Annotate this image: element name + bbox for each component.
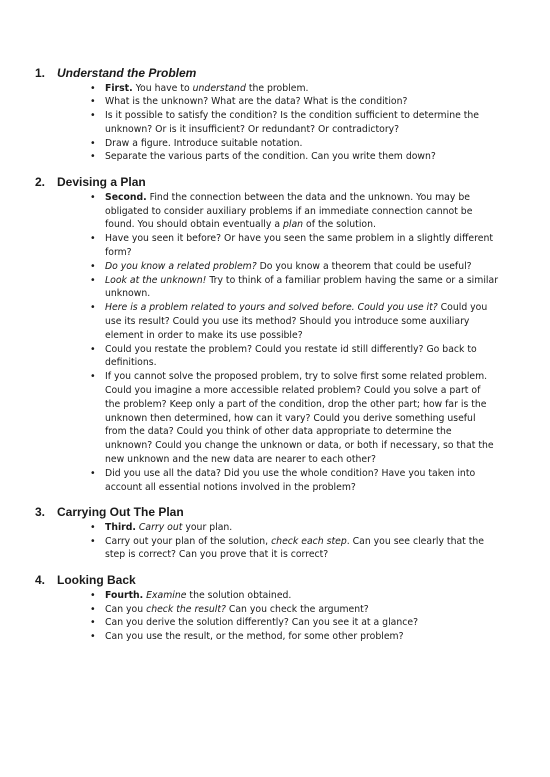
section	[35, 505, 498, 562]
list-item	[90, 232, 498, 260]
section-title: Carrying Out The Plan	[57, 505, 184, 520]
section-heading	[35, 505, 498, 519]
list-item	[90, 521, 498, 535]
list-item	[90, 616, 498, 630]
text-run: plan	[283, 219, 304, 231]
text-run: Here is a problem related to yours and solved before. Could you use it?	[105, 302, 438, 314]
text-run: the problem.	[245, 82, 309, 94]
text-run: Carry out your plan of the solution,	[105, 535, 272, 547]
text-run: . Can you see clearly that the step is correct? Can you prove that it is correct?	[105, 535, 485, 561]
text-run: check each step	[271, 535, 347, 547]
text-run: First.	[105, 82, 133, 94]
section-heading	[35, 66, 498, 80]
section	[35, 66, 498, 164]
list-item	[90, 191, 498, 232]
text-run: Can you check the argument?	[225, 603, 369, 615]
text-run: Try to think of a familiar problem having the same or a similar unknown.	[105, 274, 499, 300]
section-number: 1.	[35, 66, 46, 80]
list-item	[90, 343, 498, 371]
text-run: If you cannot solve the proposed problem, try to solve first some related problem. Could you imagine a more accessible related problem? Could you solve a part of the problem? Keep only a part of the condition, drop the other part; how far is the unknown then determined, how can it vary? Could you derive something useful from the data? Could you think of other data appropriate to determine the unknown? Could you change the unknown or data, or both if necessary, so that the new unknown and the new data are nearer to each other?	[105, 371, 494, 465]
list-item	[90, 109, 498, 137]
text-run: Do you know a theorem that could be useful?	[256, 260, 472, 272]
section-heading	[35, 175, 498, 189]
text-run: Could you use its result? Could you use its method? Should you introduce some auxiliary element in order to make its use possible?	[105, 302, 488, 341]
text-run: understand	[192, 82, 246, 94]
section-title: Devising a Plan	[57, 175, 146, 190]
text-run: Second.	[105, 191, 147, 203]
section-heading	[35, 573, 498, 587]
list-item	[90, 589, 498, 603]
list-item	[90, 630, 498, 644]
list-item	[90, 82, 498, 96]
list-item	[90, 301, 498, 342]
list-item	[90, 535, 498, 563]
text-run: Did you use all the data? Did you use the whole condition? Have you taken into account all essential notions involved in the problem?	[105, 467, 476, 493]
text-run: Can you derive the solution differently? Can you see it at a glance?	[105, 617, 419, 629]
text-run: Could you restate the problem? Could you restate id still differently? Go back to definitions.	[105, 343, 477, 369]
list-item	[90, 274, 498, 302]
list-item	[90, 467, 498, 495]
section	[35, 573, 498, 644]
section-number: 2.	[35, 175, 46, 190]
text-run: Find the connection between the data and the unknown. You may be obligated to consider auxiliary problems if an immediate connection cannot be found. You should obtain eventually a	[105, 191, 473, 231]
document-body	[35, 66, 498, 644]
list-item	[90, 150, 498, 164]
text-run: Is it possible to satisfy the condition? Is the condition sufficient to determine the unknown? Or is it insufficient? Or redundant? Or contradictory?	[105, 110, 480, 135]
section-title: Understand the Problem	[57, 66, 197, 80]
text-run: check the result?	[146, 603, 226, 615]
text-run: Examine	[146, 589, 187, 601]
bullet-list	[35, 191, 498, 495]
list-item	[90, 95, 498, 109]
text-run: Carry out	[138, 521, 183, 533]
text-run: the solution obtained.	[186, 589, 292, 601]
text-run: of the solution.	[303, 219, 376, 231]
list-item	[90, 370, 498, 467]
text-run: Third.	[105, 521, 136, 533]
text-run: You have to	[132, 82, 193, 94]
list-item	[90, 260, 498, 274]
list-item	[90, 137, 498, 151]
bullet-list	[35, 82, 498, 165]
bullet-list	[35, 521, 498, 562]
text-run: Have you seen it before? Or have you seen the same problem in a slightly different form?	[105, 233, 494, 258]
text-run: Look at the unknown!	[105, 274, 207, 286]
text-run: Separate the various parts of the condition. Can you write them down?	[105, 151, 436, 163]
section-title: Looking Back	[57, 573, 136, 588]
text-run: Can you	[105, 603, 147, 615]
text-run: Do you know a related problem?	[105, 260, 257, 272]
text-run: Can you use the result, or the method, for some other problem?	[105, 631, 404, 643]
section-number: 4.	[35, 573, 46, 588]
text-run: Fourth.	[105, 589, 144, 601]
text-run: What is the unknown? What are the data? What is the condition?	[105, 96, 408, 108]
text-run: your plan.	[182, 521, 233, 533]
text-run: Draw a figure. Introduce suitable notation.	[105, 137, 303, 149]
section-number: 3.	[35, 505, 46, 520]
section	[35, 175, 498, 494]
bullet-list	[35, 589, 498, 644]
list-item	[90, 603, 498, 617]
